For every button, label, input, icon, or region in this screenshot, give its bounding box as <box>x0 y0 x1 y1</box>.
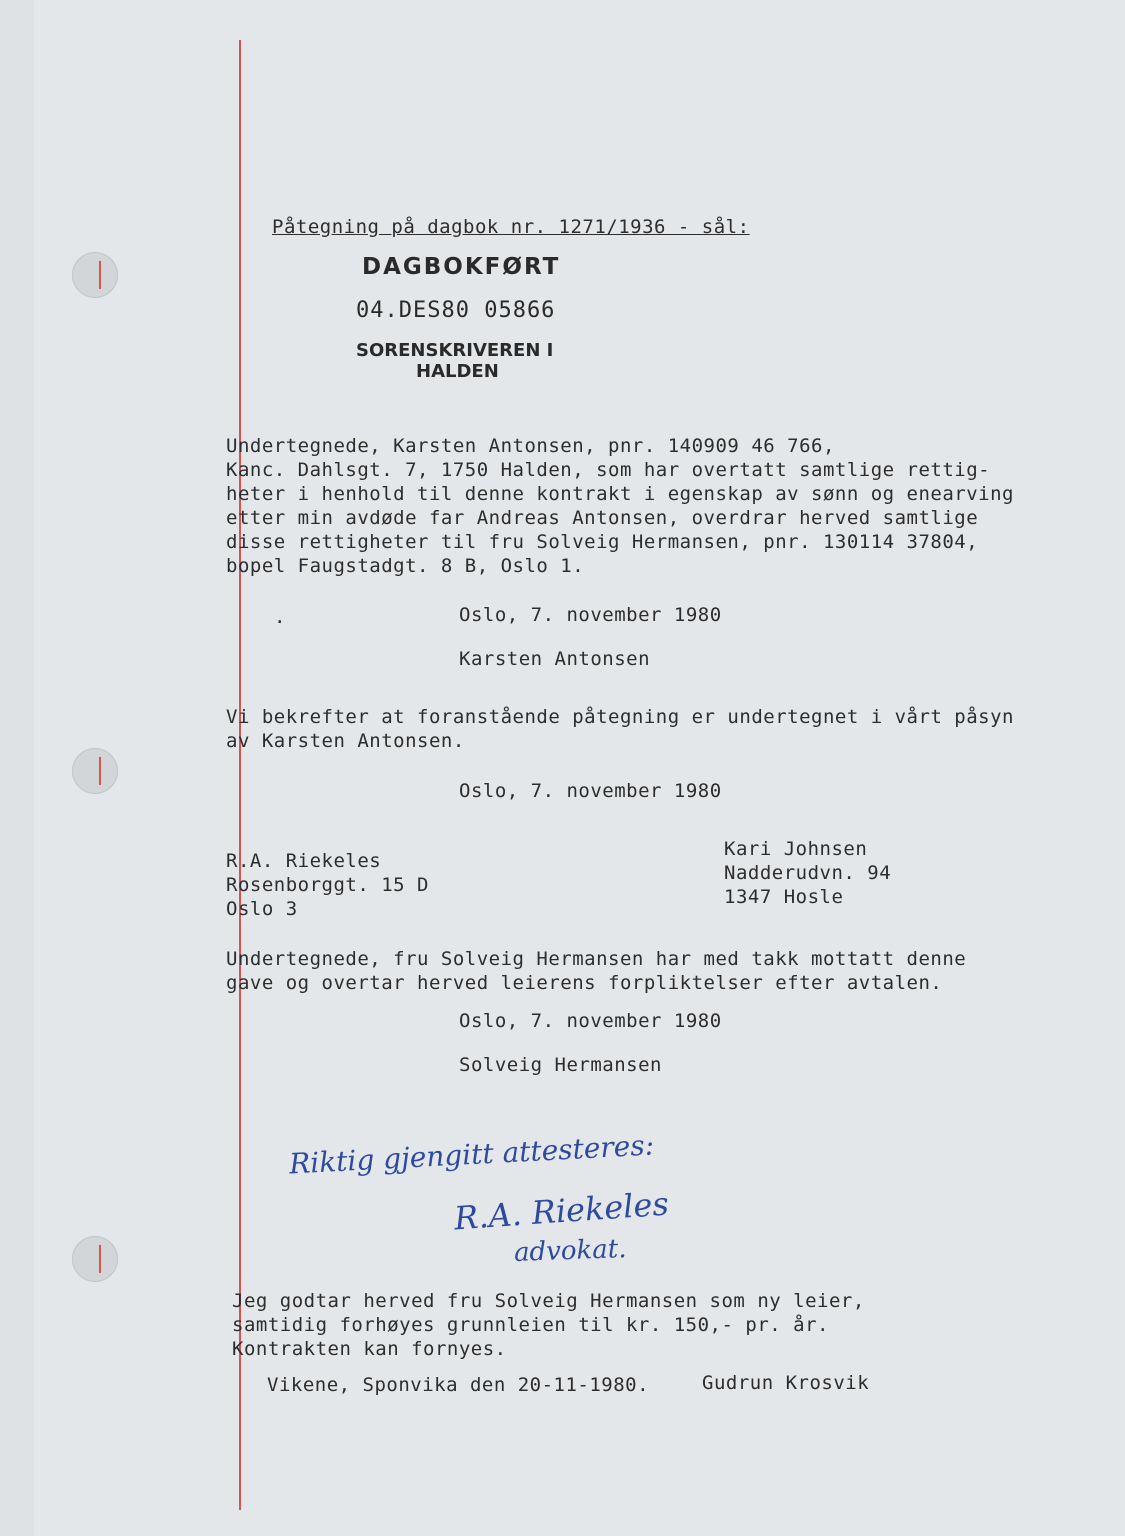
paragraph-confirmation <box>226 706 1086 756</box>
punch-hole-top <box>72 252 118 298</box>
witness-right-street: Nadderudvn. 94 <box>724 862 892 884</box>
handwritten-signature: R.A. Riekeles <box>452 1184 670 1238</box>
signer-name-3: Solveig Hermansen <box>459 1054 662 1076</box>
paragraph-landlord-approval <box>232 1290 1092 1366</box>
text-line: Vi bekrefter at foranstående påtegning er undertegnet i vårt påsyn <box>226 706 1014 728</box>
text-line: gave og overtar herved leierens forpliktelser efter avtalen. <box>226 972 943 994</box>
stamp-date-number: 04.DES80 05866 <box>356 298 556 323</box>
text-line: heter i henhold til denne kontrakt i egenskap av sønn og enearving <box>226 483 1014 505</box>
text-line: bopel Faugstadgt. 8 B, Oslo 1. <box>226 555 585 577</box>
text-line: Undertegnede, fru Solveig Hermansen har med takk mottatt denne <box>226 948 967 970</box>
closing-signer-name: Gudrun Krosvik <box>702 1372 870 1394</box>
place-date-2: Oslo, 7. november 1980 <box>459 780 722 802</box>
stamp-line-4: HALDEN <box>416 361 499 382</box>
dot-mark: . <box>274 606 286 628</box>
text-line: etter min avdøde far Andreas Antonsen, overdrar herved samtlige <box>226 507 979 529</box>
place-date-1: Oslo, 7. november 1980 <box>459 604 722 626</box>
text-line: Kanc. Dahlsgt. 7, 1750 Halden, som har overtatt samtlige rettig- <box>226 459 991 481</box>
stamp-line-1: DAGBOKFØRT <box>362 254 561 280</box>
witness-right-city: 1347 Hosle <box>724 886 844 908</box>
page-title: Påtegning på dagbok nr. 1271/1936 - sål: <box>272 216 750 238</box>
closing-place-date: Vikene, Sponvika den 20-11-1980. <box>267 1374 650 1396</box>
text-line: Kontrakten kan fornyes. <box>232 1338 507 1360</box>
handwritten-title: advokat. <box>513 1234 627 1268</box>
paragraph-transfer <box>226 435 1086 595</box>
document-page <box>34 0 1125 1536</box>
text-line: Undertegnede, Karsten Antonsen, pnr. 140909 46 766, <box>226 435 835 457</box>
handwritten-attestation: Riktig gjengitt attesteres: <box>288 1128 655 1181</box>
stamp-line-3: SORENSKRIVEREN I <box>356 340 554 361</box>
witness-right <box>724 838 1024 918</box>
punch-hole-middle <box>72 748 118 794</box>
witness-left <box>226 850 526 930</box>
witness-right-name: Kari Johnsen <box>724 838 868 860</box>
text-line: disse rettigheter til fru Solveig Hermansen, pnr. 130114 37804, <box>226 531 979 553</box>
punch-hole-bottom <box>72 1236 118 1282</box>
paragraph-acceptance <box>226 948 1086 998</box>
text-line: av Karsten Antonsen. <box>226 730 465 752</box>
place-date-3: Oslo, 7. november 1980 <box>459 1010 722 1032</box>
signer-name-1: Karsten Antonsen <box>459 648 651 670</box>
text-line: samtidig forhøyes grunnleien til kr. 150,- pr. år. <box>232 1314 829 1336</box>
witness-left-name: R.A. Riekeles <box>226 850 382 872</box>
witness-left-city: Oslo 3 <box>226 898 298 920</box>
witness-left-street: Rosenborggt. 15 D <box>226 874 429 896</box>
text-line: Jeg godtar herved fru Solveig Hermansen som ny leier, <box>232 1290 865 1312</box>
left-paper-edge <box>0 0 35 1536</box>
